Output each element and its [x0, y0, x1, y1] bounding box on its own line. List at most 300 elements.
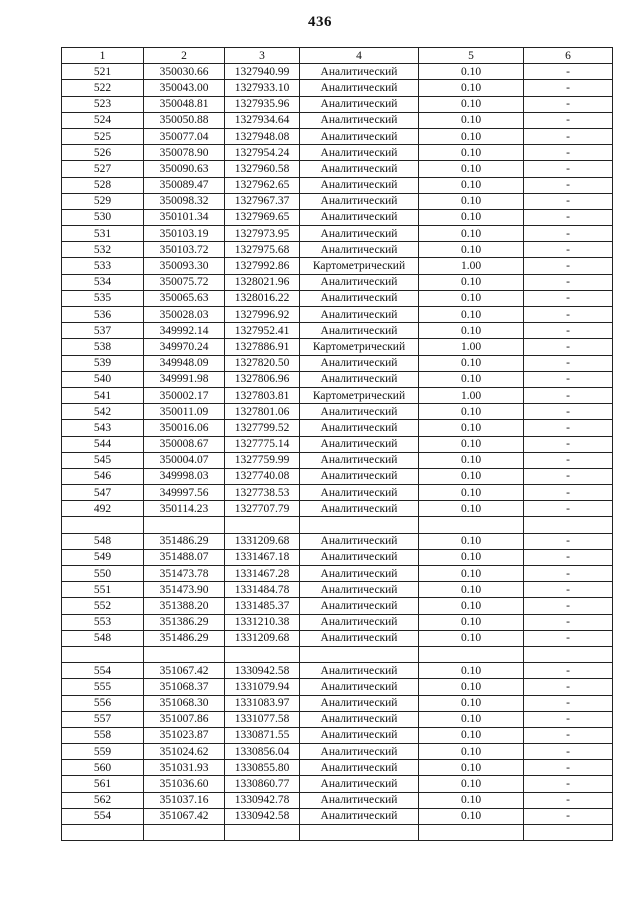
table-cell: - — [524, 598, 613, 614]
table-cell: 535 — [62, 290, 144, 306]
table-cell: Аналитический — [300, 598, 419, 614]
table-cell: 1327806.96 — [225, 371, 300, 387]
column-header: 2 — [144, 48, 225, 64]
table-cell: 350004.07 — [144, 452, 225, 468]
table-cell: 554 — [62, 663, 144, 679]
table-cell: Аналитический — [300, 371, 419, 387]
table-cell — [300, 646, 419, 662]
table-cell: Аналитический — [300, 566, 419, 582]
table-cell — [62, 517, 144, 533]
table-cell: 350114.23 — [144, 501, 225, 517]
table-cell: 548 — [62, 630, 144, 646]
table-row — [62, 226, 613, 242]
table-cell: 1330860.77 — [225, 776, 300, 792]
table-cell: - — [524, 404, 613, 420]
table-cell: 536 — [62, 307, 144, 323]
table-separator-row — [62, 646, 613, 662]
table-cell: 1328016.22 — [225, 290, 300, 306]
table-cell: 350090.63 — [144, 161, 225, 177]
table-cell: 349998.03 — [144, 468, 225, 484]
table-cell: - — [524, 420, 613, 436]
column-header: 3 — [225, 48, 300, 64]
table-cell: 530 — [62, 209, 144, 225]
table-row — [62, 711, 613, 727]
table-cell: 350103.19 — [144, 226, 225, 242]
table-row — [62, 323, 613, 339]
table-cell: 0.10 — [419, 582, 524, 598]
table-cell: - — [524, 549, 613, 565]
table-cell: Аналитический — [300, 145, 419, 161]
table-cell — [524, 825, 613, 841]
table-cell — [144, 825, 225, 841]
table-cell — [419, 646, 524, 662]
table-row — [62, 371, 613, 387]
table-cell: 351036.60 — [144, 776, 225, 792]
table-row — [62, 145, 613, 161]
table-cell: 350065.63 — [144, 290, 225, 306]
table-cell: - — [524, 468, 613, 484]
table-cell: Аналитический — [300, 290, 419, 306]
table-cell: - — [524, 64, 613, 80]
table-cell: - — [524, 566, 613, 582]
table-cell: 1.00 — [419, 258, 524, 274]
table-row — [62, 792, 613, 808]
table-cell: 1327934.64 — [225, 112, 300, 128]
table-cell: 0.10 — [419, 161, 524, 177]
column-header: 5 — [419, 48, 524, 64]
table-cell: 350078.90 — [144, 145, 225, 161]
table-cell: 350043.00 — [144, 80, 225, 96]
table-cell — [419, 825, 524, 841]
table-cell: - — [524, 808, 613, 824]
table-cell: 548 — [62, 533, 144, 549]
table-cell: - — [524, 96, 613, 112]
table-cell: 0.10 — [419, 64, 524, 80]
table-cell: 556 — [62, 695, 144, 711]
table-cell: 492 — [62, 501, 144, 517]
table-cell: 0.10 — [419, 792, 524, 808]
table-cell: 351037.16 — [144, 792, 225, 808]
table-cell: 0.10 — [419, 808, 524, 824]
table-cell: 0.10 — [419, 566, 524, 582]
table-cell: Аналитический — [300, 193, 419, 209]
table-cell: 540 — [62, 371, 144, 387]
table-cell: 350103.72 — [144, 242, 225, 258]
table-cell: 1331467.28 — [225, 566, 300, 582]
table-cell: - — [524, 274, 613, 290]
table-cell: 1327820.50 — [225, 355, 300, 371]
table-cell: 350008.67 — [144, 436, 225, 452]
table-cell: 533 — [62, 258, 144, 274]
table-cell: 1327973.95 — [225, 226, 300, 242]
table-cell: 526 — [62, 145, 144, 161]
table-cell: 351067.42 — [144, 808, 225, 824]
table-cell: 350028.03 — [144, 307, 225, 323]
table-row — [62, 96, 613, 112]
table-cell: - — [524, 760, 613, 776]
table-cell: - — [524, 323, 613, 339]
table-cell: - — [524, 80, 613, 96]
table-cell: 545 — [62, 452, 144, 468]
table-row — [62, 274, 613, 290]
table-cell: 1331467.18 — [225, 549, 300, 565]
table-cell: - — [524, 290, 613, 306]
table-cell: 350075.72 — [144, 274, 225, 290]
table-cell: 1.00 — [419, 339, 524, 355]
table-cell: 558 — [62, 727, 144, 743]
table-row — [62, 776, 613, 792]
table-cell: - — [524, 145, 613, 161]
table-cell: 532 — [62, 242, 144, 258]
table-cell: 0.10 — [419, 323, 524, 339]
table-cell: - — [524, 339, 613, 355]
table-cell: 350002.17 — [144, 387, 225, 403]
table-cell: 1330942.58 — [225, 663, 300, 679]
table-cell — [62, 825, 144, 841]
table-cell: - — [524, 371, 613, 387]
table-row — [62, 339, 613, 355]
table-cell: 0.10 — [419, 290, 524, 306]
table-cell: Аналитический — [300, 323, 419, 339]
table-cell: 557 — [62, 711, 144, 727]
table-cell: 1330942.58 — [225, 808, 300, 824]
table-body — [62, 64, 613, 841]
table-cell: 528 — [62, 177, 144, 193]
table-cell: 547 — [62, 485, 144, 501]
table-cell: 351068.37 — [144, 679, 225, 695]
table-cell: - — [524, 663, 613, 679]
table-cell: 0.10 — [419, 485, 524, 501]
table-cell: 0.10 — [419, 776, 524, 792]
table-row — [62, 663, 613, 679]
table-cell: - — [524, 387, 613, 403]
table-row — [62, 452, 613, 468]
table-cell: 1327799.52 — [225, 420, 300, 436]
table-cell: Аналитический — [300, 404, 419, 420]
table-cell: Аналитический — [300, 420, 419, 436]
table-cell: 349992.14 — [144, 323, 225, 339]
table-cell: - — [524, 193, 613, 209]
table-cell: 541 — [62, 387, 144, 403]
table-cell: 0.10 — [419, 96, 524, 112]
table-cell: 527 — [62, 161, 144, 177]
table-cell: - — [524, 744, 613, 760]
table-separator-row — [62, 517, 613, 533]
table-cell: 0.10 — [419, 549, 524, 565]
column-header: 6 — [524, 48, 613, 64]
table-cell: - — [524, 177, 613, 193]
table-cell: 542 — [62, 404, 144, 420]
table-cell: 1327775.14 — [225, 436, 300, 452]
table-cell: 1327952.41 — [225, 323, 300, 339]
table-cell: 524 — [62, 112, 144, 128]
table-cell: 1327738.53 — [225, 485, 300, 501]
table-cell: Аналитический — [300, 226, 419, 242]
table-cell: 0.10 — [419, 226, 524, 242]
table-cell: 531 — [62, 226, 144, 242]
coordinates-table — [61, 47, 613, 841]
table-cell: 0.10 — [419, 404, 524, 420]
table-cell: 0.10 — [419, 371, 524, 387]
table-cell: 0.10 — [419, 145, 524, 161]
table-cell: 1331484.78 — [225, 582, 300, 598]
table-cell: 561 — [62, 776, 144, 792]
table-row — [62, 630, 613, 646]
table-cell: 0.10 — [419, 209, 524, 225]
table-cell: 0.10 — [419, 355, 524, 371]
table-cell: 349948.09 — [144, 355, 225, 371]
table-cell: - — [524, 792, 613, 808]
table-cell: Аналитический — [300, 436, 419, 452]
table-cell: 351023.87 — [144, 727, 225, 743]
table-row — [62, 598, 613, 614]
table-cell: 351486.29 — [144, 630, 225, 646]
table-cell: 1327975.68 — [225, 242, 300, 258]
table-cell: Аналитический — [300, 355, 419, 371]
table-cell: Аналитический — [300, 501, 419, 517]
table-cell: 525 — [62, 128, 144, 144]
table-row — [62, 533, 613, 549]
table-row — [62, 290, 613, 306]
table-cell: - — [524, 614, 613, 630]
table-cell: Аналитический — [300, 485, 419, 501]
table-cell: 1327948.08 — [225, 128, 300, 144]
table-cell: 350048.81 — [144, 96, 225, 112]
table-cell: 523 — [62, 96, 144, 112]
table-cell: Аналитический — [300, 727, 419, 743]
table-cell: Аналитический — [300, 96, 419, 112]
table-cell: 351473.90 — [144, 582, 225, 598]
table-row — [62, 258, 613, 274]
table-cell: 351386.29 — [144, 614, 225, 630]
table-row — [62, 549, 613, 565]
table-cell: Аналитический — [300, 711, 419, 727]
table-cell: - — [524, 533, 613, 549]
table-row — [62, 387, 613, 403]
table-cell: 529 — [62, 193, 144, 209]
table-cell: Аналитический — [300, 80, 419, 96]
table-cell: 543 — [62, 420, 144, 436]
table-cell: 351024.62 — [144, 744, 225, 760]
table-row — [62, 420, 613, 436]
table-row — [62, 760, 613, 776]
table-cell: Аналитический — [300, 307, 419, 323]
column-header: 1 — [62, 48, 144, 64]
table-cell: Картометрический — [300, 258, 419, 274]
table-cell: 544 — [62, 436, 144, 452]
table-row — [62, 614, 613, 630]
table-cell: 1331083.97 — [225, 695, 300, 711]
table-cell: - — [524, 582, 613, 598]
table-cell: 1327992.86 — [225, 258, 300, 274]
table-cell — [62, 646, 144, 662]
table-row — [62, 727, 613, 743]
table-cell: 1330855.80 — [225, 760, 300, 776]
table-cell: - — [524, 501, 613, 517]
table-cell: 1331485.37 — [225, 598, 300, 614]
table-cell: 562 — [62, 792, 144, 808]
table-separator-row — [62, 825, 613, 841]
table-cell: Аналитический — [300, 808, 419, 824]
table-cell: 1327759.99 — [225, 452, 300, 468]
table-cell: 1327969.65 — [225, 209, 300, 225]
table-row — [62, 501, 613, 517]
table-cell: Аналитический — [300, 533, 419, 549]
table-cell: 350093.30 — [144, 258, 225, 274]
table-row — [62, 307, 613, 323]
table-cell: 1331079.94 — [225, 679, 300, 695]
table-cell: 0.10 — [419, 128, 524, 144]
table-cell: 0.10 — [419, 760, 524, 776]
table-row — [62, 695, 613, 711]
table-cell: 1327801.06 — [225, 404, 300, 420]
table-cell: 537 — [62, 323, 144, 339]
table-row — [62, 242, 613, 258]
table-cell: 521 — [62, 64, 144, 80]
table-cell: 1327803.81 — [225, 387, 300, 403]
table-cell: Аналитический — [300, 614, 419, 630]
table-cell: 349997.56 — [144, 485, 225, 501]
table-cell: 350101.34 — [144, 209, 225, 225]
table-cell: 546 — [62, 468, 144, 484]
table-cell: 1331210.38 — [225, 614, 300, 630]
table-cell: Аналитический — [300, 112, 419, 128]
table-cell: 1331077.58 — [225, 711, 300, 727]
table-cell: 0.10 — [419, 274, 524, 290]
table-row — [62, 355, 613, 371]
table-cell: 0.10 — [419, 112, 524, 128]
table-cell: 0.10 — [419, 307, 524, 323]
table-cell: Картометрический — [300, 387, 419, 403]
table-cell: - — [524, 630, 613, 646]
table-cell: 0.10 — [419, 436, 524, 452]
table-cell: 350030.66 — [144, 64, 225, 80]
table-cell: 351388.20 — [144, 598, 225, 614]
table-cell: 551 — [62, 582, 144, 598]
table-cell: 1327940.99 — [225, 64, 300, 80]
table-cell: Аналитический — [300, 128, 419, 144]
table-cell: 0.10 — [419, 177, 524, 193]
table-cell: - — [524, 209, 613, 225]
table-row — [62, 404, 613, 420]
table-cell: 1327933.10 — [225, 80, 300, 96]
table-cell: 549 — [62, 549, 144, 565]
table-cell: Аналитический — [300, 695, 419, 711]
table-cell — [144, 646, 225, 662]
table-cell: 350077.04 — [144, 128, 225, 144]
table-cell: 1327954.24 — [225, 145, 300, 161]
table-cell: 534 — [62, 274, 144, 290]
table-cell: Аналитический — [300, 161, 419, 177]
table-cell: 1327962.65 — [225, 177, 300, 193]
table-cell: 0.10 — [419, 501, 524, 517]
table-cell: - — [524, 258, 613, 274]
table-cell: Аналитический — [300, 64, 419, 80]
table-cell: 1327960.58 — [225, 161, 300, 177]
table-cell: 0.10 — [419, 598, 524, 614]
table-row — [62, 193, 613, 209]
table-row — [62, 128, 613, 144]
table-cell: 1331209.68 — [225, 630, 300, 646]
table-cell: - — [524, 128, 613, 144]
table-cell: 1327740.08 — [225, 468, 300, 484]
table-cell: 349970.24 — [144, 339, 225, 355]
table-cell: - — [524, 226, 613, 242]
table-row — [62, 485, 613, 501]
table-cell: Аналитический — [300, 242, 419, 258]
table-cell: Картометрический — [300, 339, 419, 355]
table-cell: 350050.88 — [144, 112, 225, 128]
table-cell: 351067.42 — [144, 663, 225, 679]
table-cell — [225, 517, 300, 533]
table-cell: 1327967.37 — [225, 193, 300, 209]
table-cell: - — [524, 161, 613, 177]
table-cell: - — [524, 695, 613, 711]
table-row — [62, 64, 613, 80]
table-cell: - — [524, 776, 613, 792]
table-row — [62, 468, 613, 484]
table-cell: 559 — [62, 744, 144, 760]
table-cell: - — [524, 436, 613, 452]
table-cell: 351007.86 — [144, 711, 225, 727]
table-cell: 0.10 — [419, 711, 524, 727]
table-cell: - — [524, 485, 613, 501]
table-cell — [300, 825, 419, 841]
table-cell: - — [524, 242, 613, 258]
table-row — [62, 566, 613, 582]
table-cell: - — [524, 711, 613, 727]
table-cell: 538 — [62, 339, 144, 355]
table-cell: 0.10 — [419, 242, 524, 258]
table-cell: 0.10 — [419, 420, 524, 436]
table-cell: 0.10 — [419, 744, 524, 760]
table-cell: 0.10 — [419, 533, 524, 549]
table-cell: 522 — [62, 80, 144, 96]
table-cell: 1331209.68 — [225, 533, 300, 549]
table-row — [62, 744, 613, 760]
table-cell: 351473.78 — [144, 566, 225, 582]
table-cell: Аналитический — [300, 776, 419, 792]
table-cell: 1330871.55 — [225, 727, 300, 743]
table-cell: Аналитический — [300, 792, 419, 808]
table-cell: Аналитический — [300, 274, 419, 290]
table-row — [62, 209, 613, 225]
table-cell: Аналитический — [300, 744, 419, 760]
table-cell: Аналитический — [300, 209, 419, 225]
table-cell: 0.10 — [419, 727, 524, 743]
table-row — [62, 436, 613, 452]
table-cell — [524, 646, 613, 662]
table-cell: - — [524, 727, 613, 743]
table-cell: 350016.06 — [144, 420, 225, 436]
table-cell: - — [524, 679, 613, 695]
table-cell: 350011.09 — [144, 404, 225, 420]
table-cell: - — [524, 307, 613, 323]
table-cell: 350098.32 — [144, 193, 225, 209]
table-cell: Аналитический — [300, 177, 419, 193]
table-cell: Аналитический — [300, 760, 419, 776]
table-cell: Аналитический — [300, 663, 419, 679]
table-cell: 1327935.96 — [225, 96, 300, 112]
column-header: 4 — [300, 48, 419, 64]
table-cell: 554 — [62, 808, 144, 824]
table-header-row — [62, 48, 613, 64]
table-cell: 1330856.04 — [225, 744, 300, 760]
table-cell: Аналитический — [300, 468, 419, 484]
table-row — [62, 582, 613, 598]
table-cell: 1328021.96 — [225, 274, 300, 290]
table-cell: 560 — [62, 760, 144, 776]
